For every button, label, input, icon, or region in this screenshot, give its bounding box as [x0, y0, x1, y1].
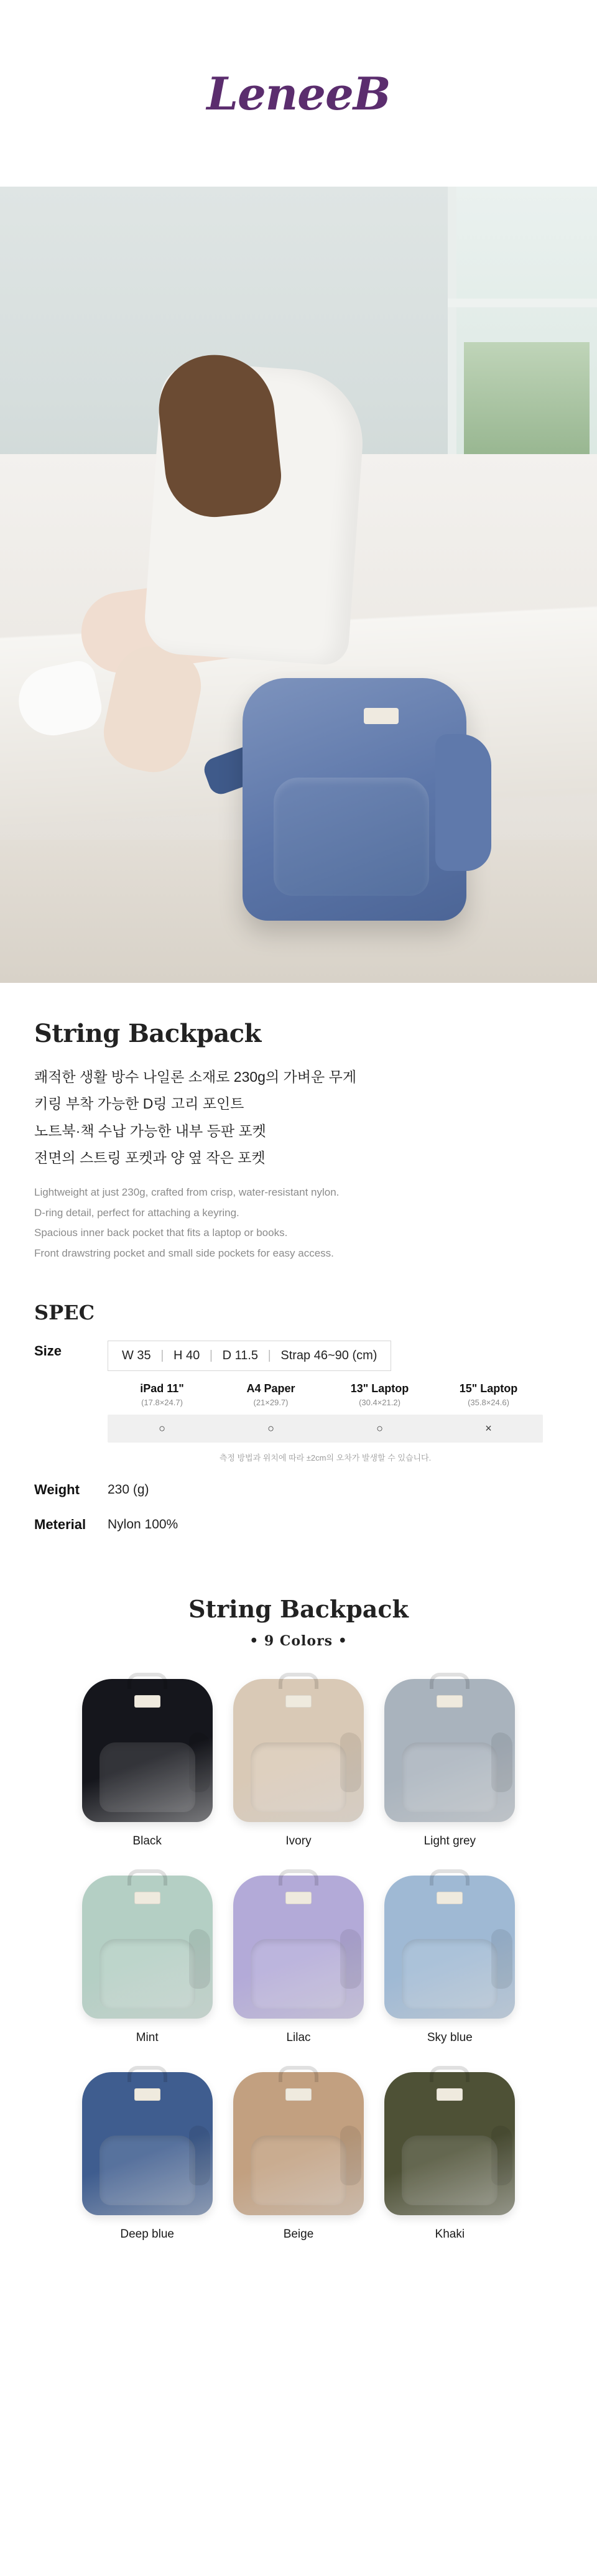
- fit-device-dim: (21×29.7): [253, 1398, 289, 1408]
- product-title: String Backpack: [34, 1019, 261, 1048]
- color-option-lilac[interactable]: [223, 1876, 374, 2045]
- color-option-ivory[interactable]: [223, 1679, 374, 1848]
- backpack-front-pocket: [402, 1939, 497, 2009]
- backpack-handle: [127, 1869, 167, 1886]
- backpack-thumbnail: [233, 1876, 364, 2019]
- description-english: [34, 1184, 563, 1261]
- spec-row-size: [34, 1341, 563, 1463]
- spec-heading: SPEC: [34, 1301, 95, 1325]
- fit-device: [434, 1382, 543, 1407]
- fit-table-marks: [108, 1415, 543, 1443]
- fit-mark: ×: [485, 1422, 492, 1435]
- backpack-handle: [430, 1673, 470, 1689]
- backpack-front-pocket: [402, 1742, 497, 1812]
- backpack-front-pocket: [100, 2136, 195, 2205]
- color-option-khaki[interactable]: [374, 2072, 525, 2241]
- backpack-logo-label: [437, 1892, 463, 1904]
- backpack-logo-label: [437, 1695, 463, 1708]
- size-depth: D 11.5: [222, 1349, 259, 1363]
- spec-row-material: [34, 1514, 563, 1533]
- backpack-handle: [430, 2066, 470, 2082]
- fit-device: [108, 1382, 216, 1407]
- backpack-handle: [279, 1673, 318, 1689]
- description-en-line: Lightweight at just 230g, crafted from crisp, water-resistant nylon.: [34, 1186, 340, 1199]
- fit-device-name: A4 Paper: [246, 1382, 295, 1395]
- backpack-thumbnail: [82, 2072, 213, 2215]
- size-width: W 35: [122, 1349, 151, 1363]
- backpack-logo-label: [134, 1892, 160, 1904]
- color-label: Black: [132, 1834, 162, 1848]
- hero-product-photo: [0, 187, 597, 983]
- page-bottom-spacer: [34, 2241, 563, 2279]
- spec-label-size: Size: [34, 1343, 62, 1359]
- description-korean: [34, 1067, 563, 1168]
- fit-device-name: iPad 11": [140, 1382, 184, 1395]
- backpack-handle: [127, 1673, 167, 1689]
- color-option-beige[interactable]: [223, 2072, 374, 2241]
- size-box: [108, 1341, 391, 1371]
- photo-backpack-front-pocket: [274, 778, 429, 896]
- fit-device: [216, 1382, 325, 1407]
- fit-table-header: [108, 1382, 543, 1407]
- colors-title: String Backpack: [188, 1595, 409, 1624]
- brand-header: [0, 0, 597, 187]
- spec-row-weight: [34, 1479, 563, 1498]
- fit-device-name: 15" Laptop: [459, 1382, 518, 1395]
- color-label: Sky blue: [427, 2031, 473, 2045]
- description-kr-line: 키링 부착 가능한 D링 고리 포인트: [34, 1095, 244, 1112]
- fit-table: [108, 1382, 543, 1463]
- backpack-front-pocket: [100, 1742, 195, 1812]
- color-label: Beige: [283, 2228, 314, 2241]
- backpack-front-pocket: [251, 1939, 346, 2009]
- spec-label-material: Meterial: [34, 1517, 86, 1533]
- fit-device: [325, 1382, 434, 1407]
- photo-backpack-logo-label: [364, 708, 399, 724]
- fit-device-name: 13" Laptop: [350, 1382, 409, 1395]
- color-option-sky-blue[interactable]: [374, 1876, 525, 2045]
- color-label: Ivory: [285, 1834, 312, 1848]
- photo-backpack-side-pocket: [435, 734, 491, 871]
- backpack-handle: [430, 1869, 470, 1886]
- color-label: Mint: [136, 2031, 159, 2045]
- fit-mark: ○: [376, 1422, 383, 1435]
- backpack-thumbnail: [233, 1679, 364, 1822]
- description-kr-line: 쾌적한 생활 방수 나일론 소재로 230g의 가벼운 무게: [34, 1069, 357, 1085]
- backpack-thumbnail: [384, 1679, 515, 1822]
- description-en-line: D-ring detail, perfect for attaching a keyring.: [34, 1206, 239, 1219]
- color-label: Deep blue: [120, 2228, 174, 2241]
- photo-window-frame: [448, 299, 597, 307]
- fit-device-dim: (17.8×24.7): [141, 1398, 183, 1408]
- backpack-thumbnail: [82, 1679, 213, 1822]
- description-kr-line: 노트북·책 수납 가능한 내부 등판 포켓: [34, 1122, 266, 1139]
- color-option-light-grey[interactable]: [374, 1679, 525, 1848]
- colors-section: [34, 1595, 563, 2241]
- backpack-logo-label: [437, 2088, 463, 2101]
- color-grid: [34, 1679, 563, 2241]
- fit-device-dim: (30.4×21.2): [359, 1398, 400, 1408]
- spec-value-size: [108, 1341, 543, 1463]
- backpack-logo-label: [134, 2088, 160, 2101]
- backpack-logo-label: [285, 1695, 312, 1708]
- backpack-thumbnail: [82, 1876, 213, 2019]
- size-height: H 40: [174, 1349, 200, 1363]
- color-option-deep-blue[interactable]: [72, 2072, 223, 2241]
- color-label: Lilac: [286, 2031, 311, 2045]
- size-divider: |: [267, 1349, 271, 1363]
- backpack-handle: [127, 2066, 167, 2082]
- size-divider: |: [160, 1349, 164, 1363]
- spec-label-weight: Weight: [34, 1482, 80, 1498]
- backpack-handle: [279, 1869, 318, 1886]
- backpack-front-pocket: [251, 1742, 346, 1812]
- backpack-thumbnail: [384, 1876, 515, 2019]
- fit-mark: ○: [159, 1422, 165, 1435]
- description-kr-line: 전면의 스트링 포켓과 양 옆 작은 포켓: [34, 1150, 266, 1166]
- backpack-logo-label: [285, 2088, 312, 2101]
- description-en-line: Spacious inner back pocket that fits a laptop or books.: [34, 1227, 288, 1239]
- backpack-front-pocket: [251, 2136, 346, 2205]
- fit-mark: ○: [267, 1422, 274, 1435]
- size-strap: Strap 46~90 (cm): [280, 1349, 377, 1363]
- backpack-handle: [279, 2066, 318, 2082]
- backpack-front-pocket: [100, 1939, 195, 2009]
- backpack-front-pocket: [402, 2136, 497, 2205]
- color-option-mint[interactable]: [72, 1876, 223, 2045]
- color-label: Khaki: [435, 2228, 465, 2241]
- backpack-logo-label: [285, 1892, 312, 1904]
- color-label: Light grey: [423, 1834, 476, 1848]
- spec-value-weight: 230 (g): [108, 1482, 149, 1497]
- description-en-line: Front drawstring pocket and small side pockets for easy access.: [34, 1247, 334, 1259]
- backpack-logo-label: [134, 1695, 160, 1708]
- backpack-thumbnail: [384, 2072, 515, 2215]
- brand-logo: LeneeB: [206, 67, 391, 120]
- backpack-thumbnail: [233, 2072, 364, 2215]
- color-option-black[interactable]: [72, 1679, 223, 1848]
- colors-subtitle: • 9 Colors •: [249, 1633, 348, 1650]
- fit-device-dim: (35.8×24.6): [468, 1398, 509, 1408]
- fit-table-note: 측정 방법과 위치에 따라 ±2cm의 오차가 발생할 수 있습니다.: [219, 1453, 432, 1463]
- size-divider: |: [209, 1349, 213, 1363]
- spec-value-material: Nylon 100%: [108, 1517, 178, 1532]
